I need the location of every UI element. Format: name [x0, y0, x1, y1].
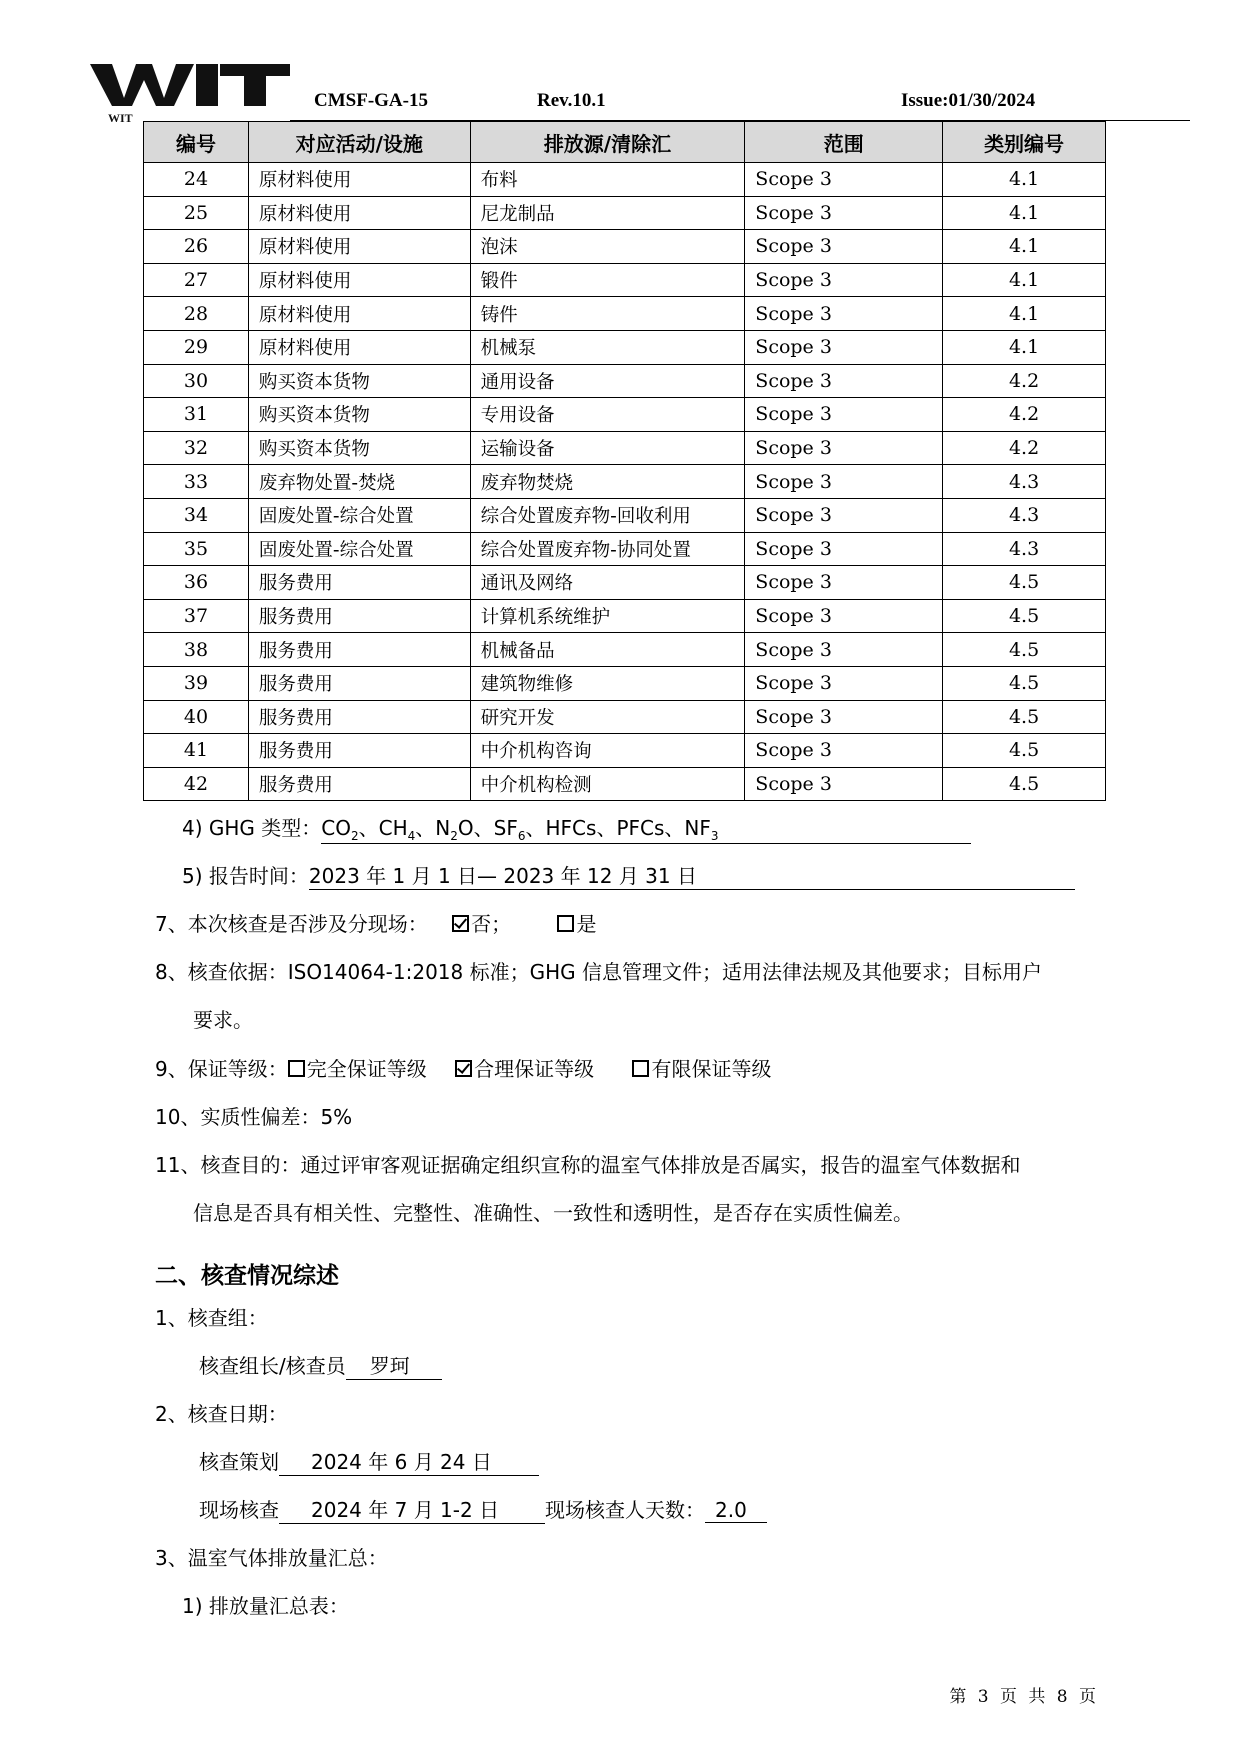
checkbox-limited-assurance[interactable]	[632, 1060, 649, 1077]
table-cell: 4.5	[943, 599, 1106, 633]
checkbox-yes[interactable]	[557, 915, 574, 932]
ghg-types-value: $CO_2$、$CH_4$、$N_2O$、$SF_6$、HFCs、PFCs、$NF_3$	[321, 812, 971, 844]
item-7: 7、本次核查是否涉及分现场： 否； 是	[155, 912, 597, 936]
table-cell: 运输设备	[470, 431, 745, 465]
col-header: 对应活动/设施	[248, 122, 470, 163]
table-cell: 废弃物焚烧	[470, 465, 745, 499]
col-header: 排放源/清除汇	[470, 122, 745, 163]
table-cell: Scope 3	[745, 364, 943, 398]
table-cell: Scope 3	[745, 566, 943, 600]
table-cell: 29	[144, 330, 249, 364]
table-row	[144, 666, 1106, 700]
table-cell: Scope 3	[745, 633, 943, 667]
onsite-date: 2024 年 7 月 1-2 日	[279, 1494, 545, 1524]
table-cell: Scope 3	[745, 398, 943, 432]
table-cell: 28	[144, 297, 249, 331]
table-cell: 33	[144, 465, 249, 499]
table-cell: 固废处置-综合处置	[248, 532, 470, 566]
table-cell: 中介机构检测	[470, 767, 745, 801]
table-row	[144, 498, 1106, 532]
table-cell: 41	[144, 734, 249, 768]
table-cell: 24	[144, 163, 249, 197]
table-cell: 计算机系统维护	[470, 599, 745, 633]
table-row	[144, 330, 1106, 364]
col-header: 范围	[745, 122, 943, 163]
table-cell: 38	[144, 633, 249, 667]
table-cell: 原材料使用	[248, 330, 470, 364]
table-row	[144, 364, 1106, 398]
checkbox-full-assurance[interactable]	[288, 1060, 305, 1077]
table-cell: Scope 3	[745, 431, 943, 465]
item-8: 8、核查依据：ISO14064-1:2018 标准；GHG 信息管理文件；适用法律法规及其他要求；目标用户	[155, 960, 1043, 984]
table-cell: 通讯及网络	[470, 566, 745, 600]
table-cell: 4.5	[943, 700, 1106, 734]
table-cell: 4.3	[943, 498, 1106, 532]
table-cell: Scope 3	[745, 297, 943, 331]
col-header: 编号	[144, 122, 249, 163]
ghg-gas: $N_2O$	[435, 816, 474, 843]
table-cell: 42	[144, 767, 249, 801]
table-cell: 31	[144, 398, 249, 432]
table-cell: 36	[144, 566, 249, 600]
table-cell: 4.2	[943, 398, 1106, 432]
table-row	[144, 196, 1106, 230]
table-cell: 4.1	[943, 297, 1106, 331]
table-row	[144, 532, 1106, 566]
summary-table-label: 1) 排放量汇总表：	[182, 1594, 349, 1618]
table-cell: Scope 3	[745, 163, 943, 197]
ghg-types-label: 4) GHG 类型：	[182, 816, 322, 840]
table-row	[144, 465, 1106, 499]
table-cell: 服务费用	[248, 734, 470, 768]
ghg-gas: $CH_4$	[378, 816, 416, 843]
svg-text:WIT: WIT	[108, 111, 133, 125]
report-time-value: 2023 年 1 月 1 日— 2023 年 12 月 31 日	[309, 860, 1075, 890]
table-cell: 原材料使用	[248, 196, 470, 230]
table-cell: 泡沫	[470, 230, 745, 264]
table-cell: 原材料使用	[248, 263, 470, 297]
table-cell: Scope 3	[745, 263, 943, 297]
document-code: CMSF-GA-15	[314, 90, 428, 111]
plan-line: 核查策划 2024 年 6 月 24 日	[199, 1446, 539, 1476]
table-cell: 购买资本货物	[248, 398, 470, 432]
table-cell: 4.5	[943, 666, 1106, 700]
item-11-cont: 信息是否具有相关性、完整性、准确性、一致性和透明性，是否存在实质性偏差。	[193, 1201, 913, 1225]
table-cell: 机械备品	[470, 633, 745, 667]
table-cell: 4.5	[943, 566, 1106, 600]
table-cell: 4.2	[943, 364, 1106, 398]
summary-label: 3、温室气体排放量汇总：	[155, 1546, 388, 1570]
mandays-value: 2.0	[705, 1498, 767, 1523]
table-cell: 4.3	[943, 532, 1106, 566]
plan-date: 2024 年 6 月 24 日	[279, 1446, 539, 1476]
table-row	[144, 700, 1106, 734]
table-row	[144, 633, 1106, 667]
table-cell: 4.1	[943, 263, 1106, 297]
table-cell: 专用设备	[470, 398, 745, 432]
checkbox-no[interactable]	[452, 915, 469, 932]
page-number: 第 3 页 共 8 页	[949, 1687, 1096, 1707]
table-cell: 25	[144, 196, 249, 230]
table-cell: 39	[144, 666, 249, 700]
table-row	[144, 398, 1106, 432]
table-cell: 服务费用	[248, 566, 470, 600]
col-header: 类别编号	[943, 122, 1106, 163]
table-cell: 购买资本货物	[248, 364, 470, 398]
table-cell: Scope 3	[745, 700, 943, 734]
ghg-gas: PFCs	[616, 816, 665, 840]
table-cell: 4.1	[943, 230, 1106, 264]
table-cell: 30	[144, 364, 249, 398]
report-time-label: 5) 报告时间：	[182, 864, 309, 888]
table-cell: 4.5	[943, 767, 1106, 801]
table-cell: 26	[144, 230, 249, 264]
leader-name: 罗珂	[346, 1350, 442, 1380]
item-8-cont: 要求。	[193, 1008, 253, 1032]
table-cell: 固废处置-综合处置	[248, 498, 470, 532]
table-cell: 中介机构咨询	[470, 734, 745, 768]
table-cell: 4.3	[943, 465, 1106, 499]
item-9: 9、保证等级： 完全保证等级 合理保证等级 有限保证等级	[155, 1057, 772, 1081]
team-label: 1、核查组：	[155, 1306, 268, 1330]
ghg-gas: HFCs	[545, 816, 597, 840]
emission-source-table	[143, 121, 1106, 801]
table-cell: Scope 3	[745, 330, 943, 364]
table-cell: 32	[144, 431, 249, 465]
table-cell: Scope 3	[745, 767, 943, 801]
table-cell: 综合处置废弃物-协同处置	[470, 532, 745, 566]
table-cell: 废弃物处置-焚烧	[248, 465, 470, 499]
issue-date: Issue:01/30/2024	[901, 90, 1036, 111]
table-row	[144, 566, 1106, 600]
table-cell: 37	[144, 599, 249, 633]
table-cell: Scope 3	[745, 666, 943, 700]
table-row	[144, 431, 1106, 465]
table-row	[144, 599, 1106, 633]
report-time-line	[182, 860, 1075, 890]
date-label: 2、核查日期：	[155, 1402, 288, 1426]
table-cell: Scope 3	[745, 230, 943, 264]
table-cell: 研究开发	[470, 700, 745, 734]
table-row	[144, 263, 1106, 297]
table-cell: 服务费用	[248, 599, 470, 633]
table-cell: Scope 3	[745, 498, 943, 532]
table-cell: 服务费用	[248, 633, 470, 667]
table-cell: Scope 3	[745, 196, 943, 230]
table-cell: 4.5	[943, 734, 1106, 768]
table-row	[144, 297, 1106, 331]
checkbox-reasonable-assurance[interactable]	[455, 1060, 472, 1077]
table-cell: 原材料使用	[248, 163, 470, 197]
item7-label: 7、本次核查是否涉及分现场：	[155, 912, 428, 936]
table-cell: 4.1	[943, 163, 1106, 197]
team-leader-line: 核查组长/核查员 罗珂	[199, 1350, 442, 1380]
item-10: 10、实质性偏差：5%	[155, 1105, 353, 1129]
table-cell: 4.5	[943, 633, 1106, 667]
table-cell: 铸件	[470, 297, 745, 331]
table-row	[144, 163, 1106, 197]
ghg-gas: $SF_6$	[493, 816, 526, 843]
table-cell: 通用设备	[470, 364, 745, 398]
onsite-line: 现场核查 2024 年 7 月 1-2 日 现场核查人天数： 2.0	[199, 1494, 767, 1524]
table-cell: 机械泵	[470, 330, 745, 364]
ghg-gas: $CO_2$	[321, 816, 359, 843]
table-cell: 4.2	[943, 431, 1106, 465]
table-row	[144, 230, 1106, 264]
table-cell: 34	[144, 498, 249, 532]
table-cell: 服务费用	[248, 767, 470, 801]
table-cell: Scope 3	[745, 532, 943, 566]
table-cell: 原材料使用	[248, 230, 470, 264]
table-cell: 原材料使用	[248, 297, 470, 331]
section-2-title: 二、核查情况综述	[155, 1263, 339, 1289]
table-cell: Scope 3	[745, 599, 943, 633]
ghg-types-line	[182, 812, 971, 844]
table-header-row	[144, 122, 1106, 163]
item-11: 11、核查目的：通过评审客观证据确定组织宣称的温室气体排放是否属实，报告的温室气体数据和	[155, 1153, 1021, 1177]
table-cell: 35	[144, 532, 249, 566]
table-cell: Scope 3	[745, 465, 943, 499]
table-cell: 建筑物维修	[470, 666, 745, 700]
table-cell: 综合处置废弃物-回收利用	[470, 498, 745, 532]
table-cell: 40	[144, 700, 249, 734]
table-cell: 锻件	[470, 263, 745, 297]
table-cell: 4.1	[943, 196, 1106, 230]
ghg-gas: $NF_3$	[684, 816, 719, 843]
table-row	[144, 734, 1106, 768]
table-cell: Scope 3	[745, 734, 943, 768]
table-cell: 服务费用	[248, 700, 470, 734]
table-cell: 4.1	[943, 330, 1106, 364]
table-cell: 尼龙制品	[470, 196, 745, 230]
table-cell: 服务费用	[248, 666, 470, 700]
table-cell: 购买资本货物	[248, 431, 470, 465]
table-cell: 27	[144, 263, 249, 297]
table-row	[144, 767, 1106, 801]
revision: Rev.10.1	[537, 90, 606, 111]
table-cell: 布料	[470, 163, 745, 197]
